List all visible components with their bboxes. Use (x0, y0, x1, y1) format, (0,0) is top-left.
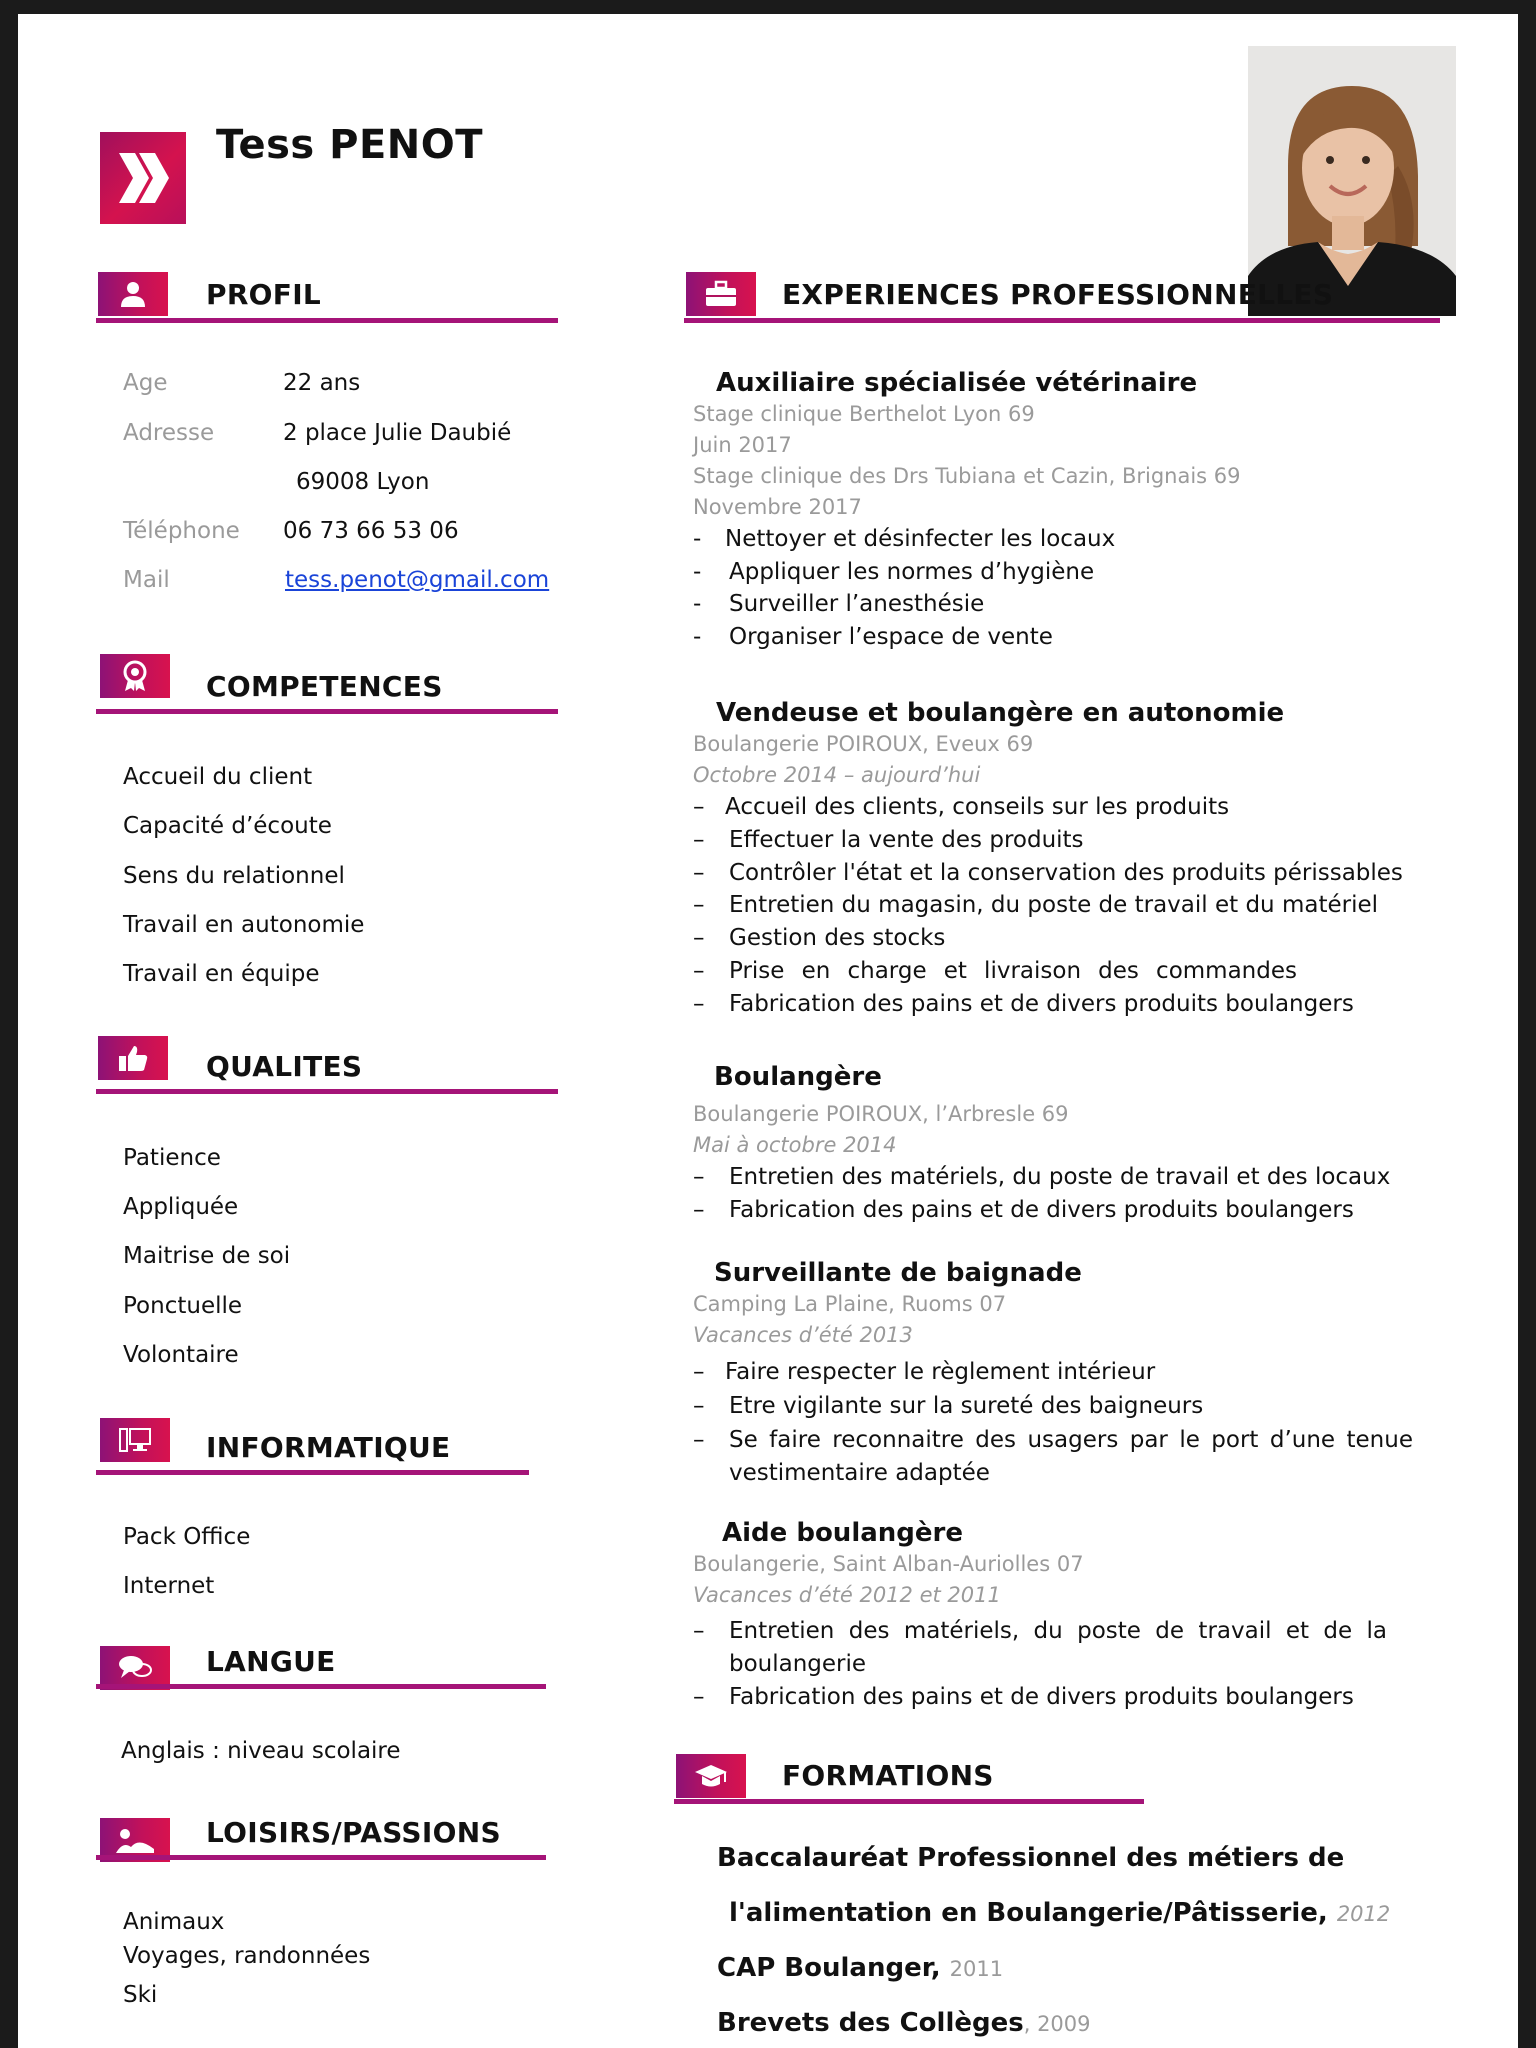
competences-title: COMPETENCES (206, 670, 443, 703)
formation-year: , 2009 (1023, 2012, 1091, 2036)
informatique-title: INFORMATIQUE (206, 1431, 451, 1464)
formations-title: FORMATIONS (782, 1759, 994, 1792)
job-place: Stage clinique Berthelot Lyon 69 (693, 402, 1035, 426)
age-value: 22 ans (283, 370, 361, 396)
qualite-item: Ponctuelle (123, 1293, 243, 1319)
job-task: – Fabrication des pains et de divers produits boulangers (693, 1197, 1354, 1223)
job-task: – Contrôler l'état et la conservation des produits périssables (693, 860, 1403, 886)
address-line1: 2 place Julie Daubié (283, 420, 512, 446)
address-label: Adresse (123, 420, 215, 446)
qualites-underline (96, 1089, 558, 1094)
candidate-photo (1248, 46, 1456, 316)
computer-icon (119, 1426, 151, 1454)
langue-underline (96, 1684, 546, 1689)
formation-item: l'alimentation en Boulangerie/Pâtisserie, 2012 (729, 1898, 1391, 1928)
competence-item: Capacité d’écoute (123, 813, 332, 839)
job-task: – Entretien des matériels, du poste de travail et des locaux (693, 1164, 1391, 1190)
competence-item: Sens du relationnel (123, 863, 345, 889)
job-task: – Gestion des stocks (693, 925, 946, 951)
job-task: - Nettoyer et désinfecter les locaux (693, 526, 1116, 552)
competence-item: Travail en autonomie (123, 912, 365, 938)
job-task: – Entretien des matériels, du poste de travail et de la (693, 1618, 1387, 1644)
mail-link[interactable]: tess.penot@gmail.com (285, 567, 550, 593)
candidate-name: Tess PENOT (216, 122, 484, 168)
job-task: – Entretien du magasin, du poste de travail et du matériel (693, 892, 1378, 918)
job-date: Octobre 2014 – aujourd’hui (693, 763, 981, 787)
job-task: – Fabrication des pains et de divers produits boulangers (693, 991, 1354, 1017)
thumbs-up-icon (118, 1044, 148, 1072)
loisir-item: Ski (123, 1982, 158, 2008)
mail-value (285, 567, 549, 593)
loisirs-title: LOISIRS/PASSIONS (206, 1816, 501, 1849)
graduation-cap-icon-box (676, 1754, 746, 1798)
job-title: Auxiliaire spécialisée vétérinaire (716, 368, 1198, 398)
job-place: Boulangerie, Saint Alban-Auriolles 07 (693, 1552, 1084, 1576)
job-task: - Surveiller l’anesthésie (693, 591, 985, 617)
job-title: Boulangère (714, 1062, 882, 1092)
job-title: Vendeuse et boulangère en autonomie (716, 698, 1285, 728)
competences-underline (96, 709, 558, 714)
job-date: Novembre 2017 (693, 495, 862, 519)
loisirs-underline (96, 1855, 546, 1860)
person-icon-box (98, 272, 168, 316)
competence-item: Accueil du client (123, 764, 313, 790)
phone-value: 06 73 66 53 06 (283, 518, 459, 544)
briefcase-icon (705, 280, 737, 308)
formation-item: CAP Boulanger, 2011 (717, 1953, 1004, 1983)
loisir-item: Voyages, randonnées (123, 1943, 371, 1969)
job-title: Aide boulangère (722, 1518, 963, 1548)
cv-page (18, 14, 1518, 2048)
langue-title: LANGUE (206, 1645, 336, 1678)
profil-underline (96, 318, 558, 323)
formations-underline (674, 1799, 1144, 1804)
age-label: Age (123, 370, 168, 396)
briefcase-icon-box (686, 272, 756, 316)
job-title: Surveillante de baignade (714, 1258, 1082, 1288)
qualites-title: QUALITES (206, 1050, 363, 1083)
chevron-logo (100, 132, 186, 224)
computer-icon-box (100, 1418, 170, 1462)
landscape-image-icon (115, 1825, 155, 1855)
job-place: Stage clinique des Drs Tubiana et Cazin, Brignais 69 (693, 464, 1241, 488)
experiences-underline (684, 318, 1440, 323)
job-task: – Prise en charge et livraison des commandes (693, 958, 1297, 984)
qualite-item: Patience (123, 1145, 221, 1171)
qualite-item: Volontaire (123, 1342, 239, 1368)
informatique-item: Pack Office (123, 1524, 251, 1550)
qualite-item: Maitrise de soi (123, 1243, 291, 1269)
phone-label: Téléphone (123, 518, 240, 544)
job-task: – Se faire reconnaitre des usagers par le port d’une tenue (693, 1427, 1413, 1453)
formation-item: Baccalauréat Professionnel des métiers de (717, 1843, 1345, 1873)
award-ribbon-icon (120, 660, 150, 692)
formation-item: Brevets des Collèges, 2009 (717, 2008, 1091, 2038)
person-icon (119, 280, 147, 308)
mail-label: Mail (123, 567, 170, 593)
job-place: Boulangerie POIROUX, l’Arbresle 69 (693, 1102, 1069, 1126)
address-line2: 69008 Lyon (296, 469, 430, 495)
job-place: Camping La Plaine, Ruoms 07 (693, 1292, 1007, 1316)
job-task-continued: vestimentaire adaptée (729, 1460, 990, 1486)
informatique-item: Internet (123, 1573, 215, 1599)
job-task-continued: boulangerie (729, 1651, 867, 1677)
job-date: Vacances d’été 2013 (693, 1323, 913, 1347)
job-task: – Fabrication des pains et de divers produits boulangers (693, 1684, 1354, 1710)
job-date: Juin 2017 (693, 433, 792, 457)
double-chevron-icon (113, 147, 173, 209)
thumbs-up-icon-box (98, 1036, 168, 1080)
loisir-item: Animaux (123, 1909, 225, 1935)
job-task: - Appliquer les normes d’hygiène (693, 559, 1095, 585)
langue-item: Anglais : niveau scolaire (121, 1738, 401, 1764)
job-task: – Effectuer la vente des produits (693, 827, 1084, 853)
experiences-title: EXPERIENCES PROFESSIONNELLES (782, 278, 1334, 311)
job-task: – Etre vigilante sur la sureté des baigneurs (693, 1393, 1204, 1419)
formation-year: 2012 (1336, 1902, 1391, 1926)
job-date: Vacances d’été 2012 et 2011 (693, 1583, 1001, 1607)
graduation-cap-icon (694, 1762, 728, 1790)
formation-year: 2011 (949, 1957, 1004, 1981)
job-place: Boulangerie POIROUX, Eveux 69 (693, 732, 1034, 756)
qualite-item: Appliquée (123, 1194, 239, 1220)
job-task: – Accueil des clients, conseils sur les produits (693, 794, 1230, 820)
competence-item: Travail en équipe (123, 961, 320, 987)
profil-title: PROFIL (206, 278, 322, 311)
speech-bubbles-icon (118, 1654, 152, 1682)
informatique-underline (96, 1470, 529, 1475)
job-date: Mai à octobre 2014 (693, 1133, 897, 1157)
job-task: – Faire respecter le règlement intérieur (693, 1359, 1156, 1385)
award-icon-box (100, 654, 170, 698)
job-task: - Organiser l’espace de vente (693, 624, 1053, 650)
